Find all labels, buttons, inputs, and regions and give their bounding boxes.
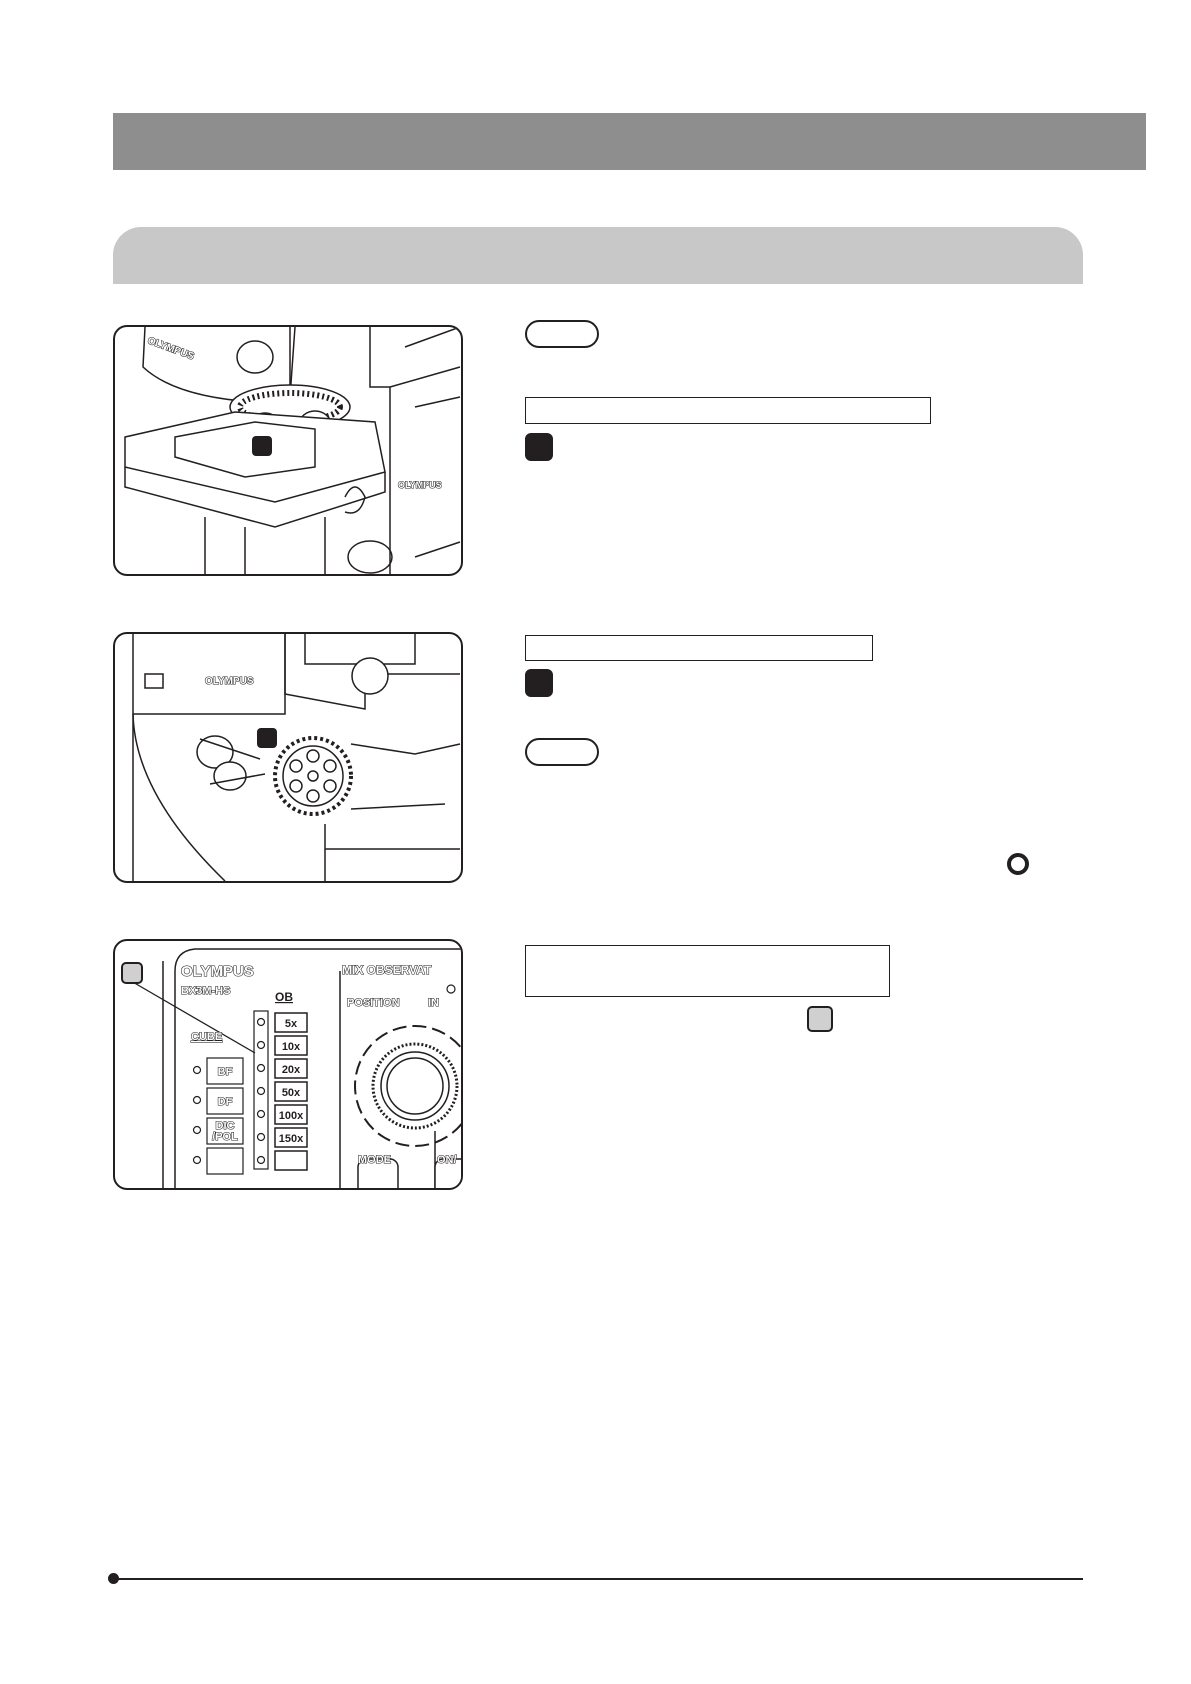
objective-button-list (254, 1011, 307, 1170)
chapter-header-bar (113, 113, 1146, 170)
ob-led (258, 1065, 265, 1072)
cube-button-list (194, 1058, 244, 1174)
cube-led (194, 1157, 201, 1164)
ob-button-label: 10x (281, 1041, 301, 1053)
ob-led (258, 1019, 265, 1026)
cube-led (194, 1067, 201, 1074)
ob-button-label: 5x (284, 1018, 298, 1030)
ob-header: OB (275, 990, 293, 1004)
olympus-logo-label: OLYMPUS (145, 335, 196, 363)
ob-led (258, 1157, 265, 1164)
section-header-bar (113, 227, 1083, 284)
step-heading-box (525, 945, 890, 997)
ob-button[interactable] (275, 1151, 307, 1170)
mode-label: MODE (358, 1154, 391, 1166)
focus-handle-illustration (115, 634, 461, 881)
step-marker-dark (525, 433, 553, 461)
ob-button-label: 50x (281, 1087, 301, 1099)
cube-led (194, 1097, 201, 1104)
ring-icon (1007, 853, 1029, 875)
step-heading-box (525, 397, 931, 424)
note-badge (525, 738, 599, 766)
ob-button-label: 150x (278, 1133, 304, 1145)
callout-marker-dark (252, 436, 272, 456)
olympus-logo-label: OLYMPUS (398, 480, 442, 490)
cube-button-label: /POL (212, 1131, 238, 1143)
ob-led (258, 1134, 265, 1141)
nosepiece-illustration (115, 327, 461, 574)
cube-button-label: BF (217, 1066, 233, 1078)
on-label: ON/ (437, 1154, 457, 1166)
panel-brand: OLYMPUS (181, 963, 254, 980)
cube-button[interactable] (207, 1148, 243, 1174)
cube-button-label: DIC (215, 1120, 235, 1132)
step-marker-grey (807, 1006, 833, 1032)
ob-led (258, 1111, 265, 1118)
figure-focus-handle (113, 632, 463, 883)
step-marker-dark (525, 669, 553, 697)
footer-rule (113, 1578, 1083, 1580)
ob-button-label: 100x (278, 1110, 304, 1122)
figure-hand-switch-panel (113, 939, 463, 1190)
in-label: IN (428, 997, 439, 1009)
ob-led (258, 1042, 265, 1049)
note-badge (525, 320, 599, 348)
callout-marker-dark (257, 728, 277, 748)
panel-model: BX3M-HS (181, 985, 231, 997)
step-heading-box (525, 635, 873, 661)
ob-button-label: 20x (281, 1064, 301, 1076)
mix-observation-header: MIX OBSERVAT (342, 963, 432, 977)
ob-led (258, 1088, 265, 1095)
callout-marker-grey (122, 963, 142, 983)
hand-switch-illustration (115, 941, 461, 1188)
figure-nosepiece (113, 325, 463, 576)
position-label: POSITION (347, 997, 400, 1009)
cube-button-label: DF (217, 1096, 233, 1108)
cube-led (194, 1127, 201, 1134)
cube-header: CUBE (191, 1031, 223, 1043)
olympus-logo-label: OLYMPUS (205, 676, 254, 687)
